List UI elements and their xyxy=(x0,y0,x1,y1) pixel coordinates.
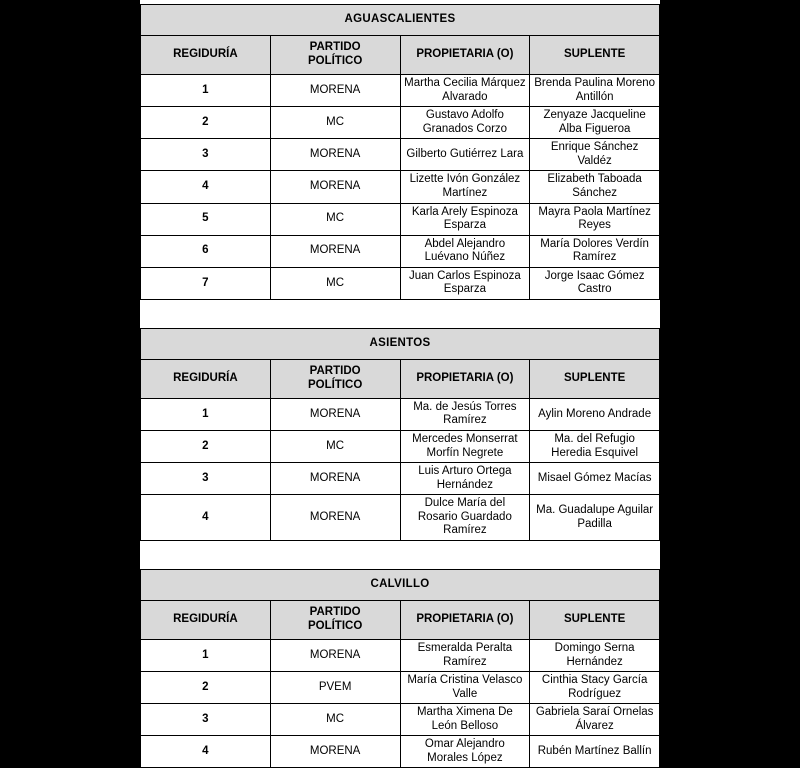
cell-partido: MC xyxy=(270,203,400,235)
column-header-partido-politico xyxy=(270,36,400,75)
table-title-row xyxy=(141,569,660,600)
column-header-suplente: SUPLENTE xyxy=(530,36,660,75)
cell-suplente: Brenda Paulina Moreno Antillón xyxy=(530,75,660,107)
cell-propietaria: Mercedes Monserrat Morfín Negrete xyxy=(400,431,530,463)
cell-propietaria: Juan Carlos Espinoza Esparza xyxy=(400,267,530,299)
cell-propietaria: Esmeralda Peralta Ramírez xyxy=(400,639,530,671)
cell-regiduria: 4 xyxy=(141,171,271,203)
table-row xyxy=(141,75,660,107)
cell-suplente: Jorge Isaac Gómez Castro xyxy=(530,267,660,299)
cell-regiduria: 4 xyxy=(141,495,271,541)
cell-propietaria: Gilberto Gutiérrez Lara xyxy=(400,139,530,171)
table-header-row xyxy=(141,600,660,639)
cell-partido: PVEM xyxy=(270,672,400,704)
cell-partido: MC xyxy=(270,107,400,139)
column-header-partido-line1: PARTIDO xyxy=(309,606,361,619)
table-row xyxy=(141,704,660,736)
cell-partido: MORENA xyxy=(270,736,400,768)
table-title: ASIENTOS xyxy=(141,328,660,359)
cell-partido: MC xyxy=(270,431,400,463)
document-sheet xyxy=(140,0,660,768)
data-table xyxy=(140,4,660,300)
table-row xyxy=(141,139,660,171)
column-header-propietaria: PROPIETARIA (O) xyxy=(400,36,530,75)
cell-regiduria: 7 xyxy=(141,267,271,299)
cell-regiduria: 5 xyxy=(141,203,271,235)
table-row xyxy=(141,736,660,768)
cell-propietaria: Martha Ximena De León Belloso xyxy=(400,704,530,736)
table-row xyxy=(141,463,660,495)
cell-suplente: Aylin Moreno Andrade xyxy=(530,398,660,430)
cell-regiduria: 2 xyxy=(141,672,271,704)
table-row xyxy=(141,672,660,704)
table-block-asientos xyxy=(140,328,660,541)
column-header-partido-line2: POLÍTICO xyxy=(307,378,363,391)
column-header-partido-line1: PARTIDO xyxy=(309,41,361,54)
column-header-partido-line2: POLÍTICO xyxy=(307,55,363,67)
cell-propietaria: Karla Arely Espinoza Esparza xyxy=(400,203,530,235)
table-gap xyxy=(140,541,660,569)
cell-regiduria: 1 xyxy=(141,75,271,107)
table-header-row xyxy=(141,36,660,75)
cell-suplente: Ma. Guadalupe Aguilar Padilla xyxy=(530,495,660,541)
cell-propietaria: Abdel Alejandro Luévano Núñez xyxy=(400,235,530,267)
cell-partido: MORENA xyxy=(270,463,400,495)
column-header-regiduria: REGIDURÍA xyxy=(141,600,271,639)
cell-suplente: Enrique Sánchez Valdéz xyxy=(530,139,660,171)
column-header-propietaria: PROPIETARIA (O) xyxy=(400,600,530,639)
cell-partido: MORENA xyxy=(270,235,400,267)
cell-propietaria: Martha Cecilia Márquez Alvarado xyxy=(400,75,530,107)
column-header-regiduria: REGIDURÍA xyxy=(141,36,271,75)
table-title: AGUASCALIENTES xyxy=(141,5,660,36)
data-table xyxy=(140,328,660,541)
column-header-regiduria: REGIDURÍA xyxy=(141,359,271,398)
cell-partido: MORENA xyxy=(270,398,400,430)
cell-regiduria: 3 xyxy=(141,463,271,495)
cell-propietaria: Luis Arturo Ortega Hernández xyxy=(400,463,530,495)
cell-regiduria: 2 xyxy=(141,107,271,139)
cell-regiduria: 3 xyxy=(141,139,271,171)
cell-partido: MORENA xyxy=(270,139,400,171)
cell-partido: MC xyxy=(270,704,400,736)
column-header-suplente: SUPLENTE xyxy=(530,600,660,639)
cell-suplente: Ma. del Refugio Heredia Esquivel xyxy=(530,431,660,463)
cell-suplente: Mayra Paola Martínez Reyes xyxy=(530,203,660,235)
cell-propietaria: María Cristina Velasco Valle xyxy=(400,672,530,704)
table-row xyxy=(141,171,660,203)
column-header-suplente: SUPLENTE xyxy=(530,359,660,398)
cell-suplente: Domingo Serna Hernández xyxy=(530,639,660,671)
cell-suplente: Rubén Martínez Ballín xyxy=(530,736,660,768)
cell-regiduria: 2 xyxy=(141,431,271,463)
cell-partido: MORENA xyxy=(270,171,400,203)
table-title-row xyxy=(141,328,660,359)
table-gap xyxy=(140,300,660,328)
table-row xyxy=(141,495,660,541)
cell-suplente: Cinthia Stacy García Rodríguez xyxy=(530,672,660,704)
table-row xyxy=(141,107,660,139)
column-header-partido-line2: POLÍTICO xyxy=(307,619,363,632)
table-block-calvillo xyxy=(140,569,660,768)
cell-propietaria: Lizette Ivón González Martínez xyxy=(400,171,530,203)
column-header-partido-politico xyxy=(270,359,400,398)
column-header-partido-politico xyxy=(270,600,400,639)
cell-regiduria: 1 xyxy=(141,639,271,671)
cell-regiduria: 1 xyxy=(141,398,271,430)
cell-suplente: Elizabeth Taboada Sánchez xyxy=(530,171,660,203)
cell-suplente: Zenyaze Jacqueline Alba Figueroa xyxy=(530,107,660,139)
cell-suplente: María Dolores Verdín Ramírez xyxy=(530,235,660,267)
column-header-propietaria: PROPIETARIA (O) xyxy=(400,359,530,398)
table-title: CALVILLO xyxy=(141,569,660,600)
data-table xyxy=(140,569,660,768)
table-title-row xyxy=(141,5,660,36)
cell-regiduria: 6 xyxy=(141,235,271,267)
column-header-partido-line1: PARTIDO xyxy=(309,365,361,378)
table-row xyxy=(141,639,660,671)
cell-suplente: Misael Gómez Macías xyxy=(530,463,660,495)
table-row xyxy=(141,431,660,463)
cell-partido: MORENA xyxy=(270,75,400,107)
table-row xyxy=(141,267,660,299)
table-row xyxy=(141,235,660,267)
table-row xyxy=(141,398,660,430)
cell-propietaria: Omar Alejandro Morales López xyxy=(400,736,530,768)
table-block-aguascalientes xyxy=(140,4,660,300)
cell-propietaria: Gustavo Adolfo Granados Corzo xyxy=(400,107,530,139)
cell-partido: MC xyxy=(270,267,400,299)
cell-partido: MORENA xyxy=(270,639,400,671)
cell-partido: MORENA xyxy=(270,495,400,541)
cell-regiduria: 3 xyxy=(141,704,271,736)
cell-propietaria: Dulce María del Rosario Guardado Ramírez xyxy=(400,495,530,541)
cell-suplente: Gabriela Saraí Ornelas Álvarez xyxy=(530,704,660,736)
table-header-row xyxy=(141,359,660,398)
table-row xyxy=(141,203,660,235)
cell-regiduria: 4 xyxy=(141,736,271,768)
cell-propietaria: Ma. de Jesús Torres Ramírez xyxy=(400,398,530,430)
